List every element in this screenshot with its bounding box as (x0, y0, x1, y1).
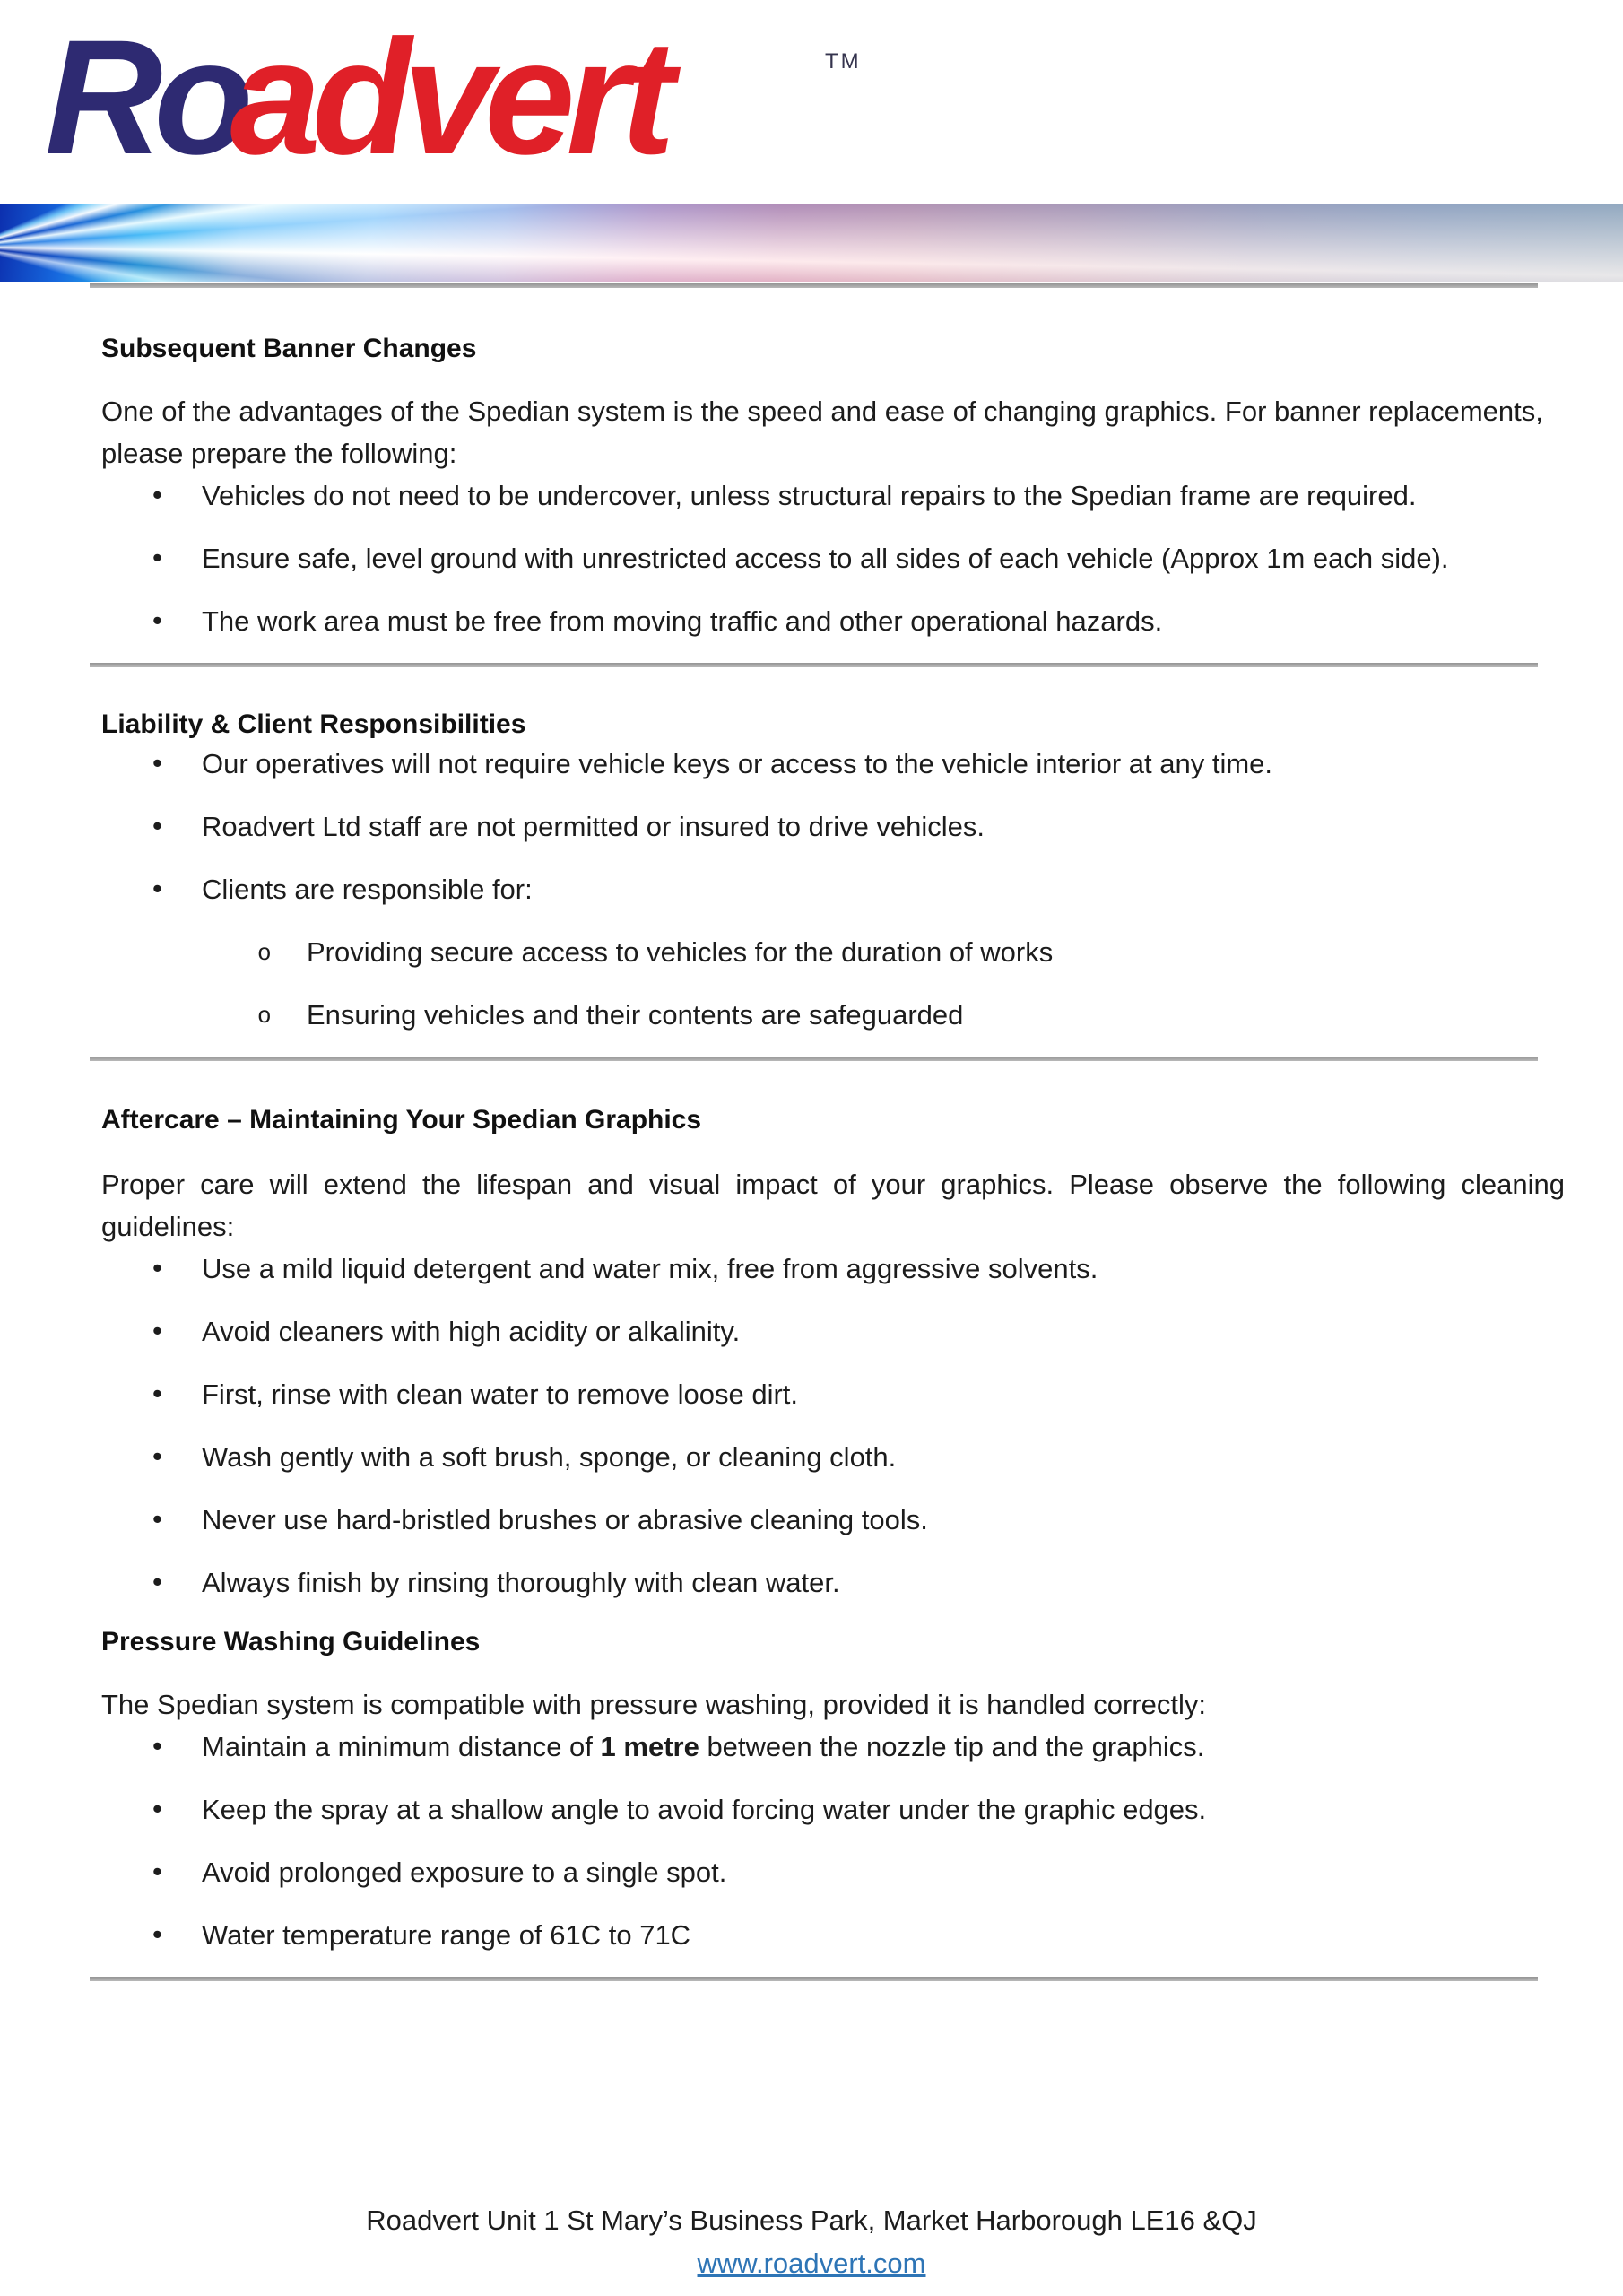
list-item: • Roadvert Ltd staff are not permitted or insured to drive vehicles. (101, 805, 1565, 848)
logo-text-blue: Ro (45, 5, 245, 188)
list-item: • Vehicles do not need to be undercover, unless structural repairs to the Spedian frame are required. (101, 474, 1565, 517)
list-sub-item: o Ensuring vehicles and their contents are safeguarded (101, 994, 1565, 1036)
list-item: • The work area must be free from moving traffic and other operational hazards. (101, 600, 1565, 642)
divider-rule (90, 1057, 1538, 1061)
logo-text-red: advert (230, 5, 666, 188)
trademark-symbol: TM (825, 49, 862, 74)
heading-subsequent-banner-changes: Subsequent Banner Changes (101, 334, 477, 363)
heading-liability: Liability & Client Responsibilities (101, 709, 526, 739)
document-content (101, 283, 1565, 1981)
list-banner-changes (101, 474, 1565, 642)
para-pressure-washing-intro: The Spedian system is compatible with pressure washing, provided it is handled correctly: (101, 1689, 1206, 1720)
list-item: • Clients are responsible for: (101, 868, 1565, 910)
list-item: • Avoid cleaners with high acidity or alkalinity. (101, 1310, 1565, 1352)
list-item: • Keep the spray at a shallow angle to avoid forcing water under the graphic edges. (101, 1788, 1565, 1831)
divider-rule (90, 663, 1538, 667)
list-item: • Wash gently with a soft brush, sponge, or cleaning cloth. (101, 1436, 1565, 1478)
para-banner-changes-intro: One of the advantages of the Spedian system is the speed and ease of changing graphics. For banner replacements, please prepare the following: (101, 396, 1543, 469)
divider-rule-top (90, 283, 1538, 288)
heading-pressure-washing: Pressure Washing Guidelines (101, 1627, 481, 1657)
list-item: • First, rinse with clean water to remove loose dirt. (101, 1373, 1565, 1415)
list-item: • Never use hard-bristled brushes or abrasive cleaning tools. (101, 1499, 1565, 1541)
list-item: • Use a mild liquid detergent and water mix, free from aggressive solvents. (101, 1248, 1565, 1290)
list-item: • Avoid prolonged exposure to a single spot. (101, 1851, 1565, 1893)
heading-aftercare: Aftercare – Maintaining Your Spedian Graphics (101, 1105, 702, 1135)
list-liability (101, 743, 1565, 1036)
roadvert-logo (45, 7, 666, 187)
list-sub-item: o Providing secure access to vehicles for the duration of works (101, 931, 1565, 973)
footer-address: Roadvert Unit 1 St Mary’s Business Park, Market Harborough LE16 &QJ (366, 2205, 1257, 2236)
list-item-with-bold (101, 1726, 1565, 1768)
divider-rule-bottom (90, 1977, 1538, 1981)
footer-website-link[interactable]: www.roadvert.com (697, 2248, 926, 2279)
page-footer (0, 2199, 1623, 2285)
para-aftercare-intro: Proper care will extend the lifespan and visual impact of your graphics. Please observe the following cleaning guidelines: (101, 1169, 1565, 1242)
list-item: • Our operatives will not require vehicle keys or access to the vehicle interior at any time. (101, 743, 1565, 785)
list-aftercare (101, 1248, 1565, 1604)
list-item: • Always finish by rinsing thoroughly with clean water. (101, 1561, 1565, 1604)
bullet-text-post: between the nozzle tip and the graphics. (699, 1731, 1205, 1762)
bullet-text-pre: Maintain a minimum distance of (202, 1731, 601, 1762)
bullet-text-bold: 1 metre (600, 1731, 699, 1762)
list-item: • Water temperature range of 61C to 71C (101, 1914, 1565, 1956)
list-item: • Ensure safe, level ground with unrestricted access to all sides of each vehicle (Approx 1m each side). (101, 537, 1565, 579)
list-pressure-washing (101, 1726, 1565, 1956)
brand-swoosh-banner (0, 204, 1623, 282)
